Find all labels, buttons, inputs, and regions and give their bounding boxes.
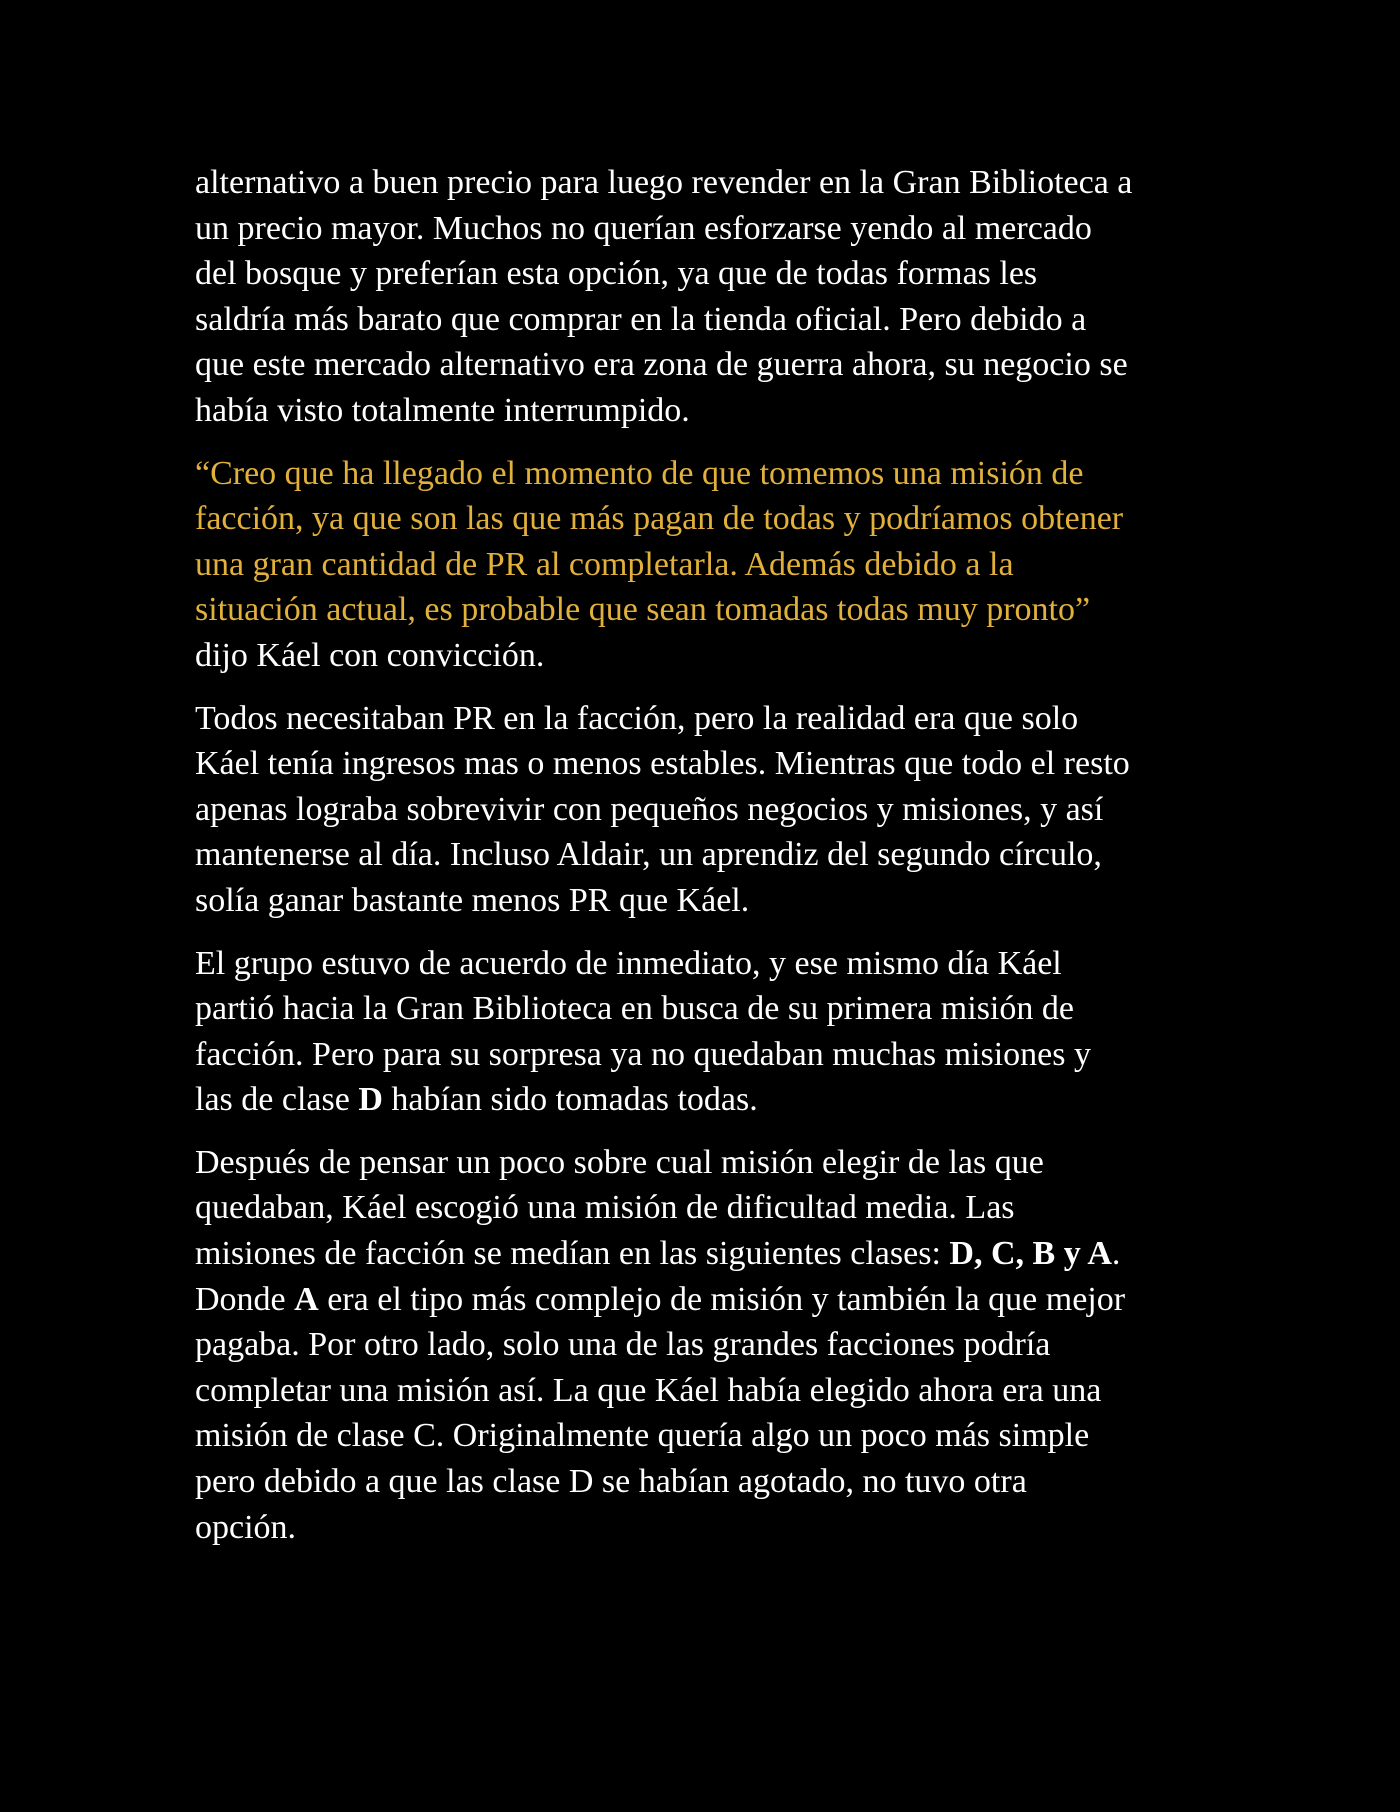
text-line [195, 1077, 1213, 1123]
class-label-bold: A [294, 1280, 319, 1318]
paragraph-1 [195, 160, 1213, 434]
class-label-bold: D [358, 1081, 383, 1119]
text-line [195, 1231, 1213, 1277]
text-line: un precio mayor. Muchos no querían esforzarse yendo al mercado [195, 209, 1092, 247]
paragraph-2-dialogue [195, 451, 1213, 679]
text-line: del bosque y preferían esta opción, ya que de todas formas les [195, 255, 1038, 293]
text-line: saldría más barato que comprar en la tienda oficial. Pero debido a [195, 300, 1087, 338]
text-segment: Donde [195, 1280, 295, 1318]
dialogue-line: “Creo que ha llegado el momento de que tomemos una misión de [195, 454, 1084, 492]
text-segment: era el tipo más complejo de misión y también la que mejor [318, 1280, 1126, 1318]
text-line: Después de pensar un poco sobre cual misión elegir de las que [195, 1143, 1044, 1181]
text-line: Káel tenía ingresos mas o menos estables. Mientras que todo el resto [195, 745, 1130, 783]
text-segment: habían sido tomadas todas. [382, 1081, 758, 1119]
dialogue-attribution: dijo Káel con convicción. [195, 636, 545, 674]
text-line: pero debido a que las clase D se habían agotado, no tuvo otra [195, 1463, 1027, 1501]
text-line: completar una misión así. La que Káel había elegido ahora era una [195, 1371, 1102, 1409]
text-line: alternativo a buen precio para luego revender en la Gran Biblioteca a [195, 164, 1133, 201]
text-line: Todos necesitaban PR en la facción, pero la realidad era que solo [195, 699, 1079, 737]
text-segment: misiones de facción se medían en las siguientes clases: [195, 1235, 950, 1273]
text-line [195, 1277, 1213, 1323]
text-segment: . [1111, 1235, 1121, 1273]
text-line: quedaban, Káel escogió una misión de dificultad media. Las [195, 1189, 1015, 1227]
text-line: mantenerse al día. Incluso Aldair, un aprendiz del segundo círculo, [195, 836, 1102, 874]
text-line: que este mercado alternativo era zona de guerra ahora, su negocio se [195, 346, 1128, 384]
paragraph-5 [195, 1140, 1213, 1550]
text-line: facción. Pero para su sorpresa ya no quedaban muchas misiones y [195, 1035, 1092, 1073]
text-line: apenas lograba sobrevivir con pequeños negocios y misiones, y así [195, 790, 1104, 828]
text-line: misión de clase C. Originalmente quería algo un poco más simple [195, 1417, 1090, 1455]
text-line: había visto totalmente interrumpido. [195, 391, 690, 429]
text-line: El grupo estuvo de acuerdo de inmediato, y ese mismo día Káel [195, 944, 1062, 982]
dialogue-line: una gran cantidad de PR al completarla. Además debido a la [195, 545, 1014, 583]
dialogue-line: facción, ya que son las que más pagan de todas y podríamos obtener [195, 500, 1124, 538]
text-column [195, 160, 1213, 1567]
text-line: partió hacia la Gran Biblioteca en busca de su primera misión de [195, 990, 1074, 1028]
dialogue-line: situación actual, es probable que sean tomadas todas muy pronto” [195, 591, 1091, 629]
class-list-bold: D, C, B y A [949, 1235, 1112, 1273]
text-line: solía ganar bastante menos PR que Káel. [195, 881, 750, 919]
paragraph-4 [195, 941, 1213, 1123]
text-segment: las de clase [195, 1081, 359, 1119]
text-line: opción. [195, 1508, 297, 1546]
paragraph-3 [195, 696, 1213, 924]
text-line: pagaba. Por otro lado, solo una de las grandes facciones podría [195, 1326, 1051, 1364]
